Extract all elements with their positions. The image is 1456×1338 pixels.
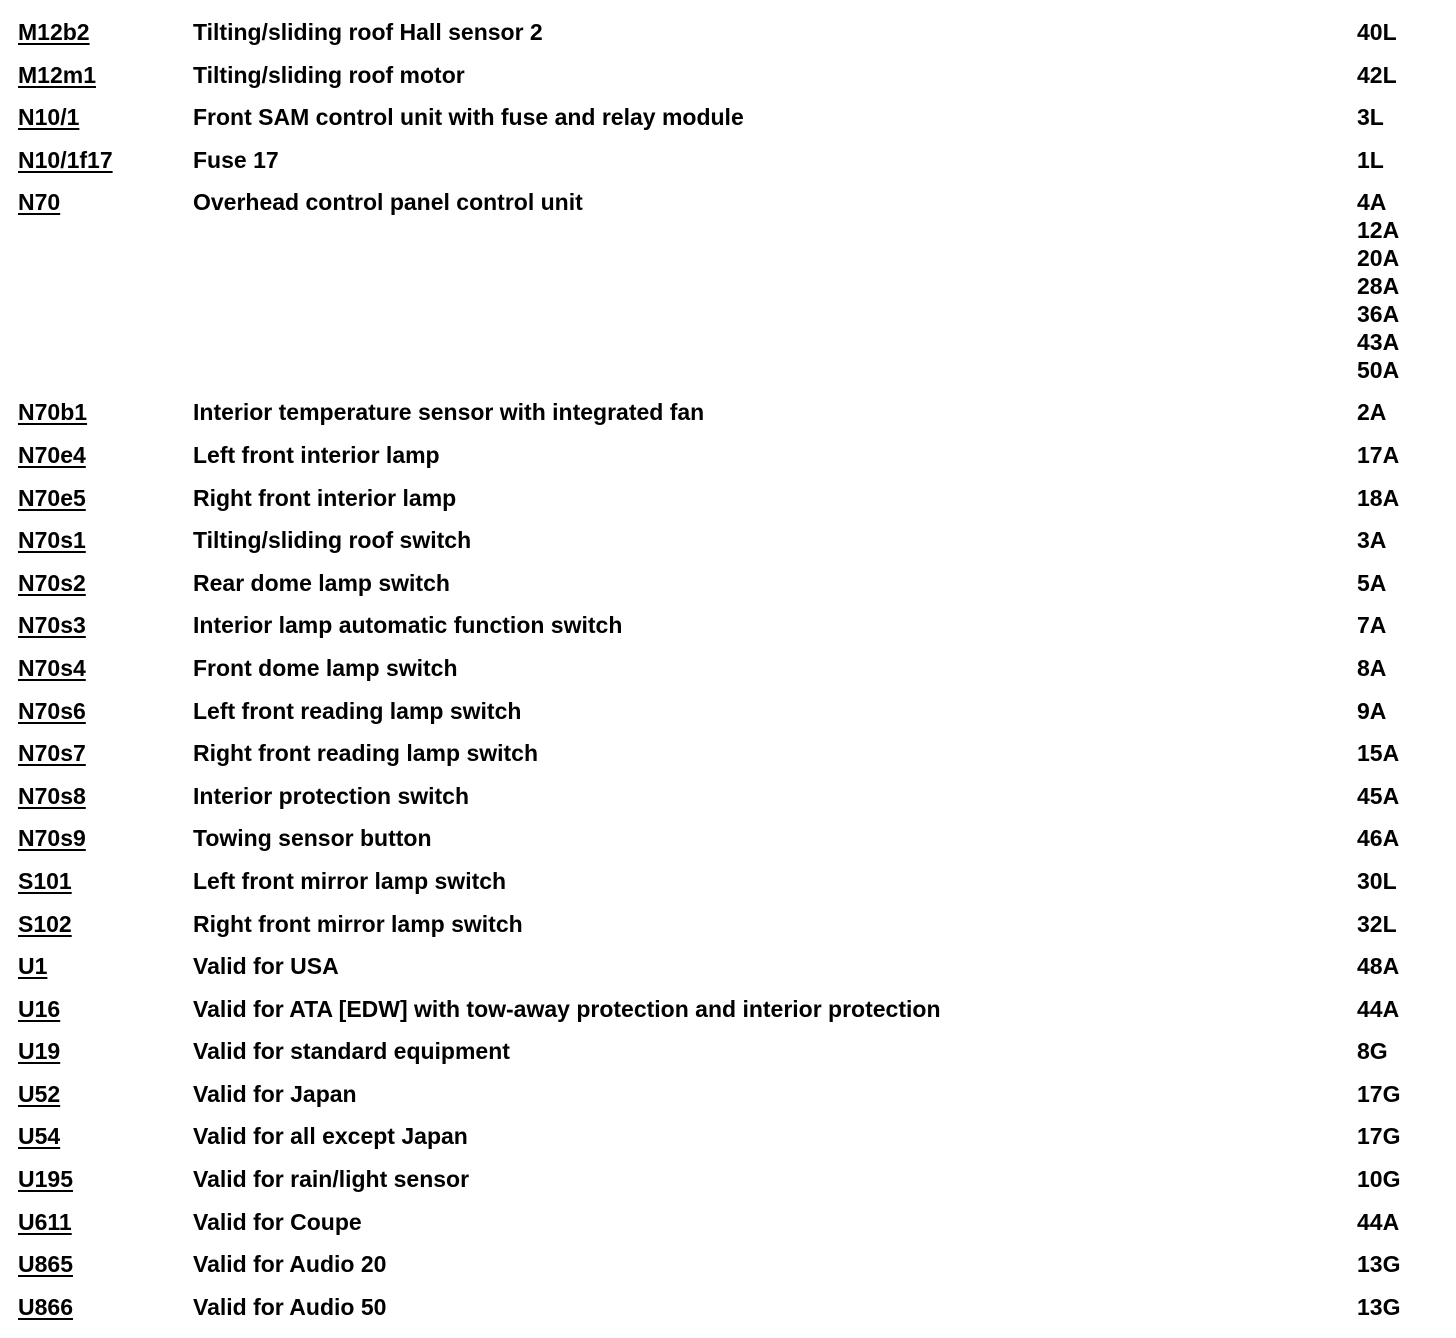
grid-location: 5A (1357, 569, 1387, 596)
component-code-link[interactable]: N70e4 (18, 441, 86, 468)
grid-location: 43A (1357, 329, 1400, 356)
grid-location: 4A (1357, 189, 1387, 216)
component-description: Valid for ATA [EDW] with tow-away protection and interior protection (193, 995, 941, 1022)
grid-location: 12A (1357, 217, 1400, 244)
component-description: Front dome lamp switch (193, 654, 458, 681)
grid-location-list (1357, 782, 1399, 810)
component-description: Valid for Japan (193, 1080, 357, 1107)
grid-location-list (1357, 1250, 1400, 1278)
grid-location-list (1357, 188, 1399, 384)
component-description: Interior temperature sensor with integrated fan (193, 399, 705, 426)
grid-location: 44A (1357, 1208, 1400, 1235)
legend-row (0, 952, 1456, 995)
legend-row (0, 484, 1456, 527)
grid-location-list (1357, 910, 1397, 938)
grid-location-list (1357, 398, 1386, 426)
component-code-link[interactable]: U195 (18, 1166, 73, 1193)
grid-location-list (1357, 697, 1386, 725)
grid-location: 44A (1357, 995, 1400, 1022)
grid-location: 40L (1357, 19, 1397, 45)
component-code-link[interactable]: M12m1 (18, 61, 96, 88)
component-description: Interior protection switch (193, 782, 470, 809)
component-code-link[interactable]: U52 (18, 1080, 61, 1107)
component-code-link[interactable]: U16 (18, 995, 61, 1022)
component-description: Left front reading lamp switch (193, 697, 522, 724)
component-description: Left front interior lamp (193, 441, 440, 468)
grid-location: 18A (1357, 484, 1400, 511)
component-description: Valid for rain/light sensor (193, 1166, 470, 1193)
component-code-link[interactable]: N70s2 (18, 569, 86, 596)
grid-location-list (1357, 824, 1399, 852)
legend-row (0, 654, 1456, 697)
grid-location: 8A (1357, 654, 1387, 681)
component-description: Tilting/sliding roof motor (193, 61, 465, 88)
component-description: Right front interior lamp (193, 484, 457, 511)
grid-location: 15A (1357, 740, 1400, 767)
grid-location-list (1357, 1037, 1388, 1065)
component-code-link[interactable]: N70s7 (18, 740, 86, 767)
legend-row (0, 611, 1456, 654)
grid-location-list (1357, 995, 1399, 1023)
grid-location: 17A (1357, 441, 1400, 468)
component-description: Valid for all except Japan (193, 1123, 468, 1150)
grid-location: 8G (1357, 1038, 1388, 1065)
grid-location-list (1357, 867, 1397, 895)
component-code-link[interactable]: N10/1f17 (18, 146, 113, 173)
grid-location: 3L (1357, 104, 1384, 131)
grid-location: 3A (1357, 527, 1387, 554)
component-code-link[interactable]: N70e5 (18, 484, 86, 511)
component-description: Front SAM control unit with fuse and relay module (193, 104, 744, 131)
component-description: Fuse 17 (193, 146, 279, 173)
legend-row (0, 441, 1456, 484)
grid-location-list (1357, 146, 1384, 174)
legend-row (0, 61, 1456, 104)
legend-row (0, 1122, 1456, 1165)
legend-row (0, 1208, 1456, 1251)
grid-location-list (1357, 441, 1399, 469)
grid-location: 17G (1357, 1080, 1401, 1107)
component-code-link[interactable]: N70s8 (18, 782, 86, 809)
legend-row (0, 910, 1456, 953)
grid-location-list (1357, 1293, 1400, 1321)
component-code-link[interactable]: U865 (18, 1251, 73, 1278)
legend-row (0, 569, 1456, 612)
component-description: Towing sensor button (193, 825, 432, 852)
legend-row (0, 146, 1456, 189)
component-description: Rear dome lamp switch (193, 569, 450, 596)
grid-location: 50A (1357, 357, 1400, 384)
grid-location: 7A (1357, 612, 1387, 639)
legend-row (0, 824, 1456, 867)
grid-location: 20A (1357, 245, 1400, 272)
grid-location-list (1357, 654, 1386, 682)
component-description: Valid for USA (193, 953, 339, 980)
component-code-link[interactable]: U611 (18, 1208, 72, 1235)
grid-location: 45A (1357, 782, 1400, 809)
component-code-link[interactable]: U866 (18, 1293, 73, 1320)
grid-location: 32L (1357, 910, 1397, 937)
legend-row (0, 867, 1456, 910)
legend-row (0, 188, 1456, 398)
grid-location: 36A (1357, 301, 1400, 328)
component-code-link[interactable]: N70b1 (18, 399, 88, 426)
grid-location-list (1357, 952, 1399, 980)
component-code-link[interactable]: N70s4 (18, 654, 86, 681)
legend-row (0, 18, 1456, 61)
component-code-link[interactable]: N10/1 (18, 104, 80, 131)
grid-location-list (1357, 1165, 1400, 1193)
legend-row (0, 995, 1456, 1038)
component-legend-table (0, 18, 1456, 1335)
component-code-link[interactable]: N70s9 (18, 825, 86, 852)
component-description: Overhead control panel control unit (193, 189, 583, 216)
grid-location: 9A (1357, 697, 1387, 724)
grid-location: 1L (1357, 146, 1384, 173)
component-code-link[interactable]: M12b2 (18, 19, 90, 45)
component-code-link[interactable]: U19 (18, 1038, 61, 1065)
component-description: Valid for Audio 20 (193, 1251, 387, 1278)
component-description: Valid for Audio 50 (193, 1293, 387, 1320)
grid-location: 13G (1357, 1293, 1401, 1320)
legend-row (0, 782, 1456, 825)
component-description: Valid for Coupe (193, 1208, 362, 1235)
grid-location: 2A (1357, 399, 1387, 426)
component-description: Right front reading lamp switch (193, 740, 539, 767)
component-description: Right front mirror lamp switch (193, 910, 523, 937)
component-description: Left front mirror lamp switch (193, 867, 507, 894)
grid-location-list (1357, 18, 1397, 46)
grid-location-list (1357, 1208, 1399, 1236)
legend-row (0, 526, 1456, 569)
legend-row (0, 398, 1456, 441)
component-code-link[interactable]: S101 (18, 867, 72, 894)
legend-row (0, 1250, 1456, 1293)
grid-location: 42L (1357, 61, 1397, 88)
component-code-link[interactable]: N70s6 (18, 697, 86, 724)
grid-location-list (1357, 739, 1399, 767)
component-description: Tilting/sliding roof Hall sensor 2 (193, 19, 543, 45)
component-code-link[interactable]: N70s1 (18, 527, 86, 554)
grid-location-list (1357, 61, 1397, 89)
legend-row (0, 1080, 1456, 1123)
legend-row (0, 1037, 1456, 1080)
grid-location: 28A (1357, 273, 1400, 300)
component-code-link[interactable]: U54 (18, 1123, 61, 1150)
legend-row (0, 1165, 1456, 1208)
component-code-link[interactable]: N70 (18, 189, 61, 216)
legend-row (0, 1293, 1456, 1336)
grid-location-list (1357, 526, 1386, 554)
grid-location: 13G (1357, 1251, 1401, 1278)
grid-location-list (1357, 484, 1399, 512)
legend-row (0, 697, 1456, 740)
grid-location: 30L (1357, 867, 1397, 894)
component-code-link[interactable]: U1 (18, 953, 48, 980)
grid-location: 46A (1357, 825, 1400, 852)
legend-row (0, 103, 1456, 146)
grid-location: 10G (1357, 1166, 1401, 1193)
grid-location-list (1357, 611, 1386, 639)
component-description: Interior lamp automatic function switch (193, 612, 623, 639)
component-code-link[interactable]: N70s3 (18, 612, 86, 639)
legend-row (0, 739, 1456, 782)
grid-location-list (1357, 569, 1386, 597)
grid-location-list (1357, 103, 1384, 131)
grid-location-list (1357, 1080, 1400, 1108)
component-description: Valid for standard equipment (193, 1038, 510, 1065)
component-code-link[interactable]: S102 (18, 910, 72, 937)
grid-location: 17G (1357, 1123, 1401, 1150)
component-description: Tilting/sliding roof switch (193, 527, 472, 554)
grid-location: 48A (1357, 953, 1400, 980)
grid-location-list (1357, 1122, 1400, 1150)
